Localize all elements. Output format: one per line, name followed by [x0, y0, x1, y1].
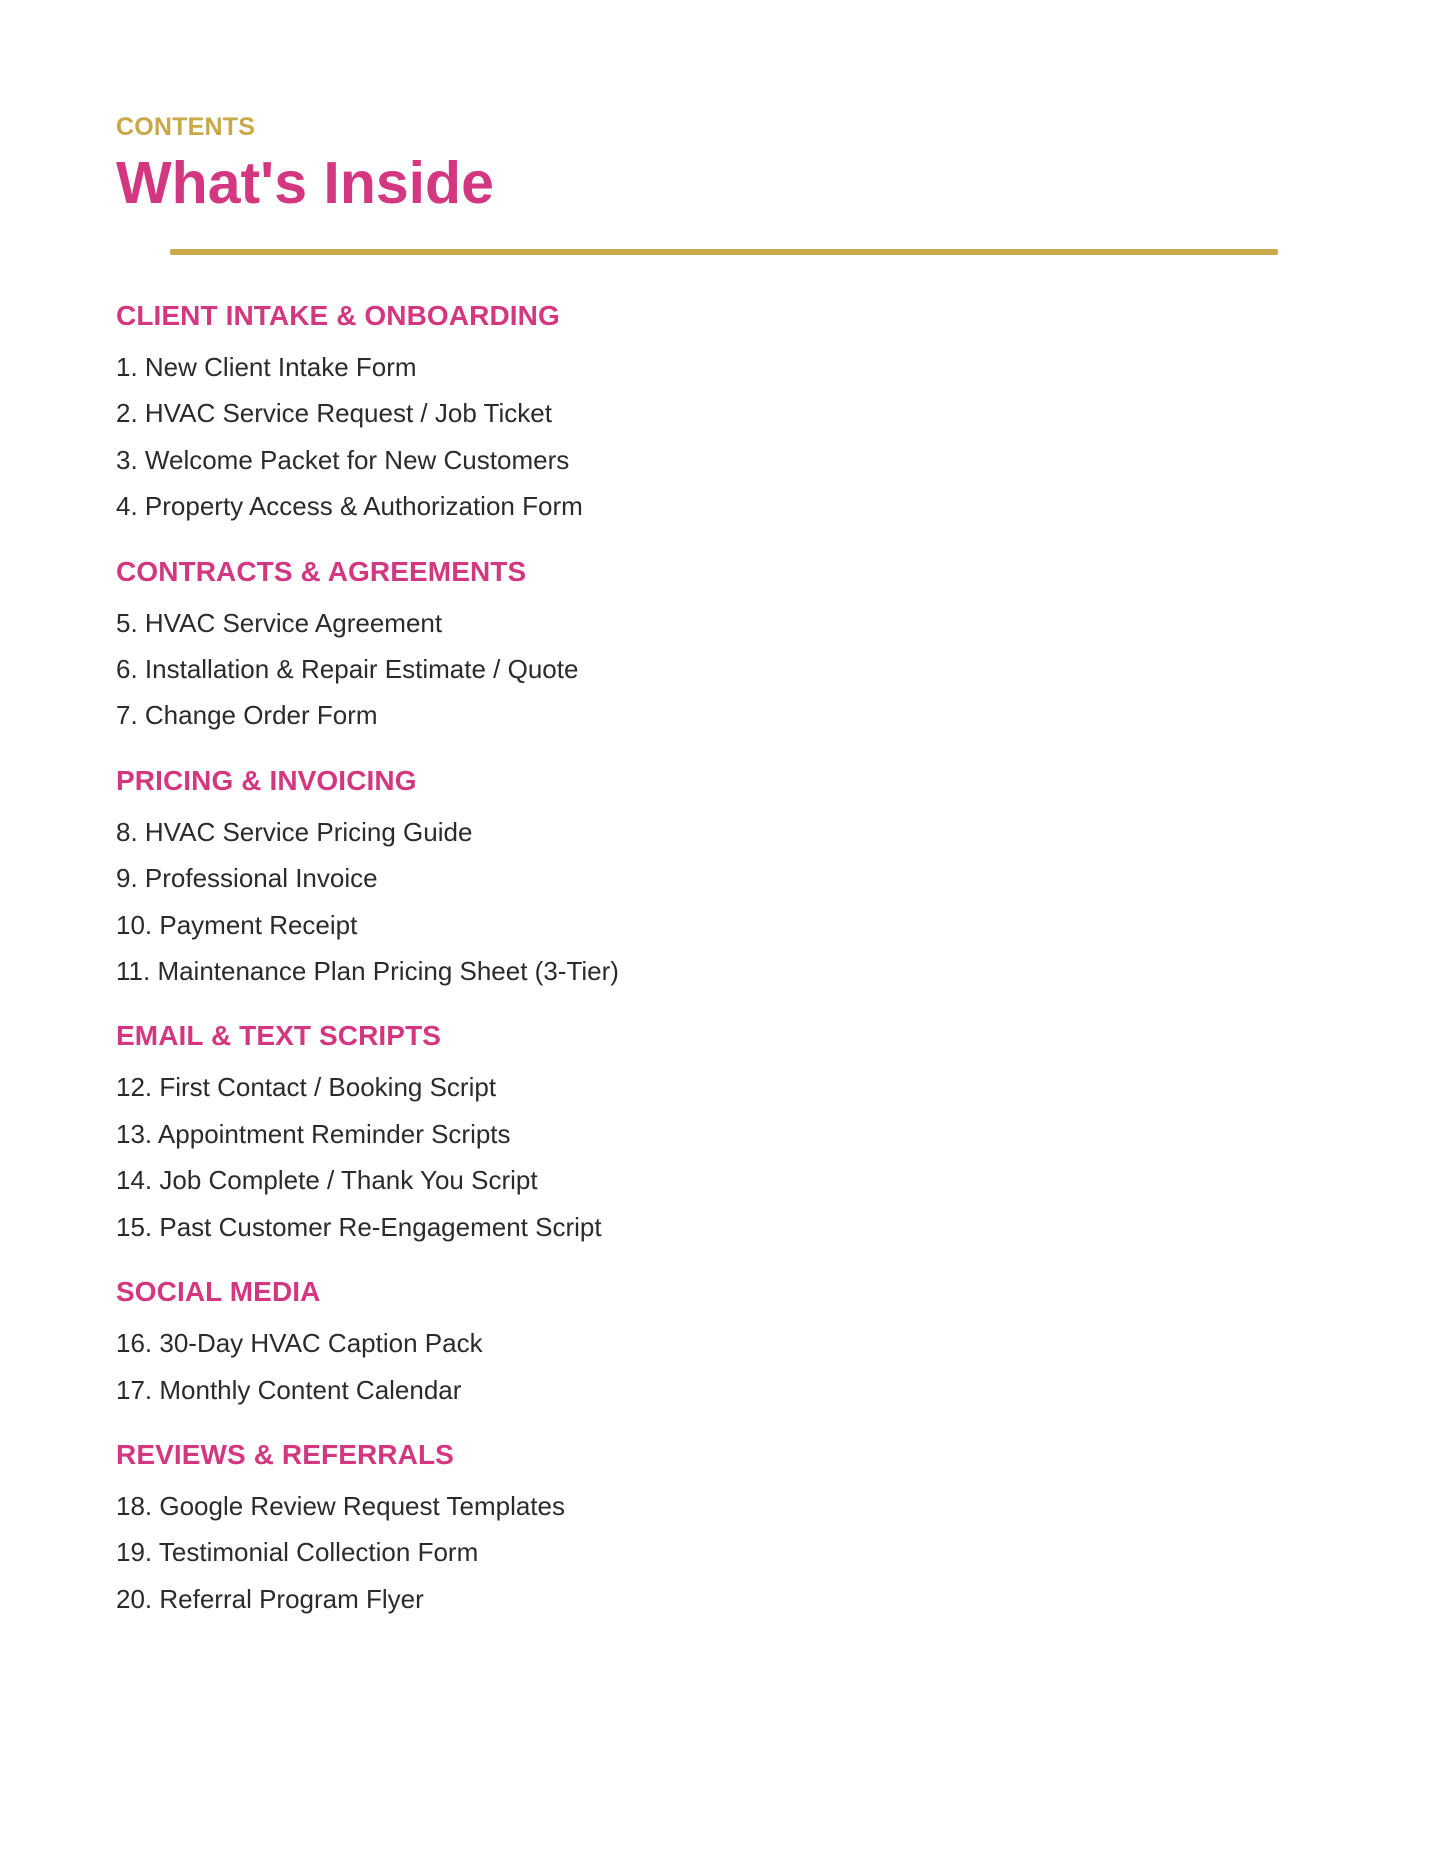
- contents-eyebrow: CONTENTS: [116, 113, 256, 141]
- toc-item: 19. Testimonial Collection Form: [116, 1537, 479, 1568]
- section-heading: SOCIAL MEDIA: [116, 1276, 321, 1308]
- toc-item: 11. Maintenance Plan Pricing Sheet (3-Tier): [116, 956, 619, 987]
- toc-item: 4. Property Access & Authorization Form: [116, 491, 583, 522]
- toc-item: 9. Professional Invoice: [116, 863, 378, 894]
- toc-section-social-media: [116, 1272, 1216, 1413]
- toc-item: 17. Monthly Content Calendar: [116, 1374, 462, 1405]
- page-title: What's Inside: [116, 150, 494, 216]
- toc-item: 7. Change Order Form: [116, 700, 378, 731]
- toc-item: 18. Google Review Request Templates: [116, 1490, 565, 1521]
- toc-section-pricing: [116, 761, 1216, 995]
- toc-item: 14. Job Complete / Thank You Script: [116, 1165, 538, 1196]
- section-heading: REVIEWS & REFERRALS: [116, 1438, 454, 1470]
- section-heading: EMAIL & TEXT SCRIPTS: [116, 1020, 442, 1052]
- title-divider: [170, 249, 1278, 255]
- toc-item: 16. 30-Day HVAC Caption Pack: [116, 1328, 483, 1359]
- toc-item: 2. HVAC Service Request / Job Ticket: [116, 398, 552, 429]
- section-heading: CLIENT INTAKE & ONBOARDING: [116, 300, 560, 331]
- toc-item: 3. Welcome Packet for New Customers: [116, 444, 570, 475]
- toc-item: 12. First Contact / Booking Script: [116, 1072, 497, 1103]
- toc-section-reviews: [116, 1435, 1216, 1622]
- section-heading: PRICING & INVOICING: [116, 764, 417, 796]
- toc-item: 5. HVAC Service Agreement: [116, 607, 443, 638]
- section-heading: CONTRACTS & AGREEMENTS: [116, 555, 527, 587]
- toc-item: 13. Appointment Reminder Scripts: [116, 1118, 511, 1149]
- toc-item: 6. Installation & Repair Estimate / Quote: [116, 654, 579, 685]
- toc-item: 1. New Client Intake Form: [116, 352, 417, 382]
- toc-section-client-intake: [116, 296, 1216, 530]
- toc-section-scripts: [116, 1016, 1216, 1250]
- table-of-contents: [116, 296, 1216, 1622]
- toc-section-contracts: [116, 552, 1216, 739]
- toc-item: 15. Past Customer Re-Engagement Script: [116, 1211, 602, 1242]
- toc-item: 8. HVAC Service Pricing Guide: [116, 816, 473, 847]
- toc-item: 20. Referral Program Flyer: [116, 1583, 424, 1614]
- toc-item: 10. Payment Receipt: [116, 909, 358, 940]
